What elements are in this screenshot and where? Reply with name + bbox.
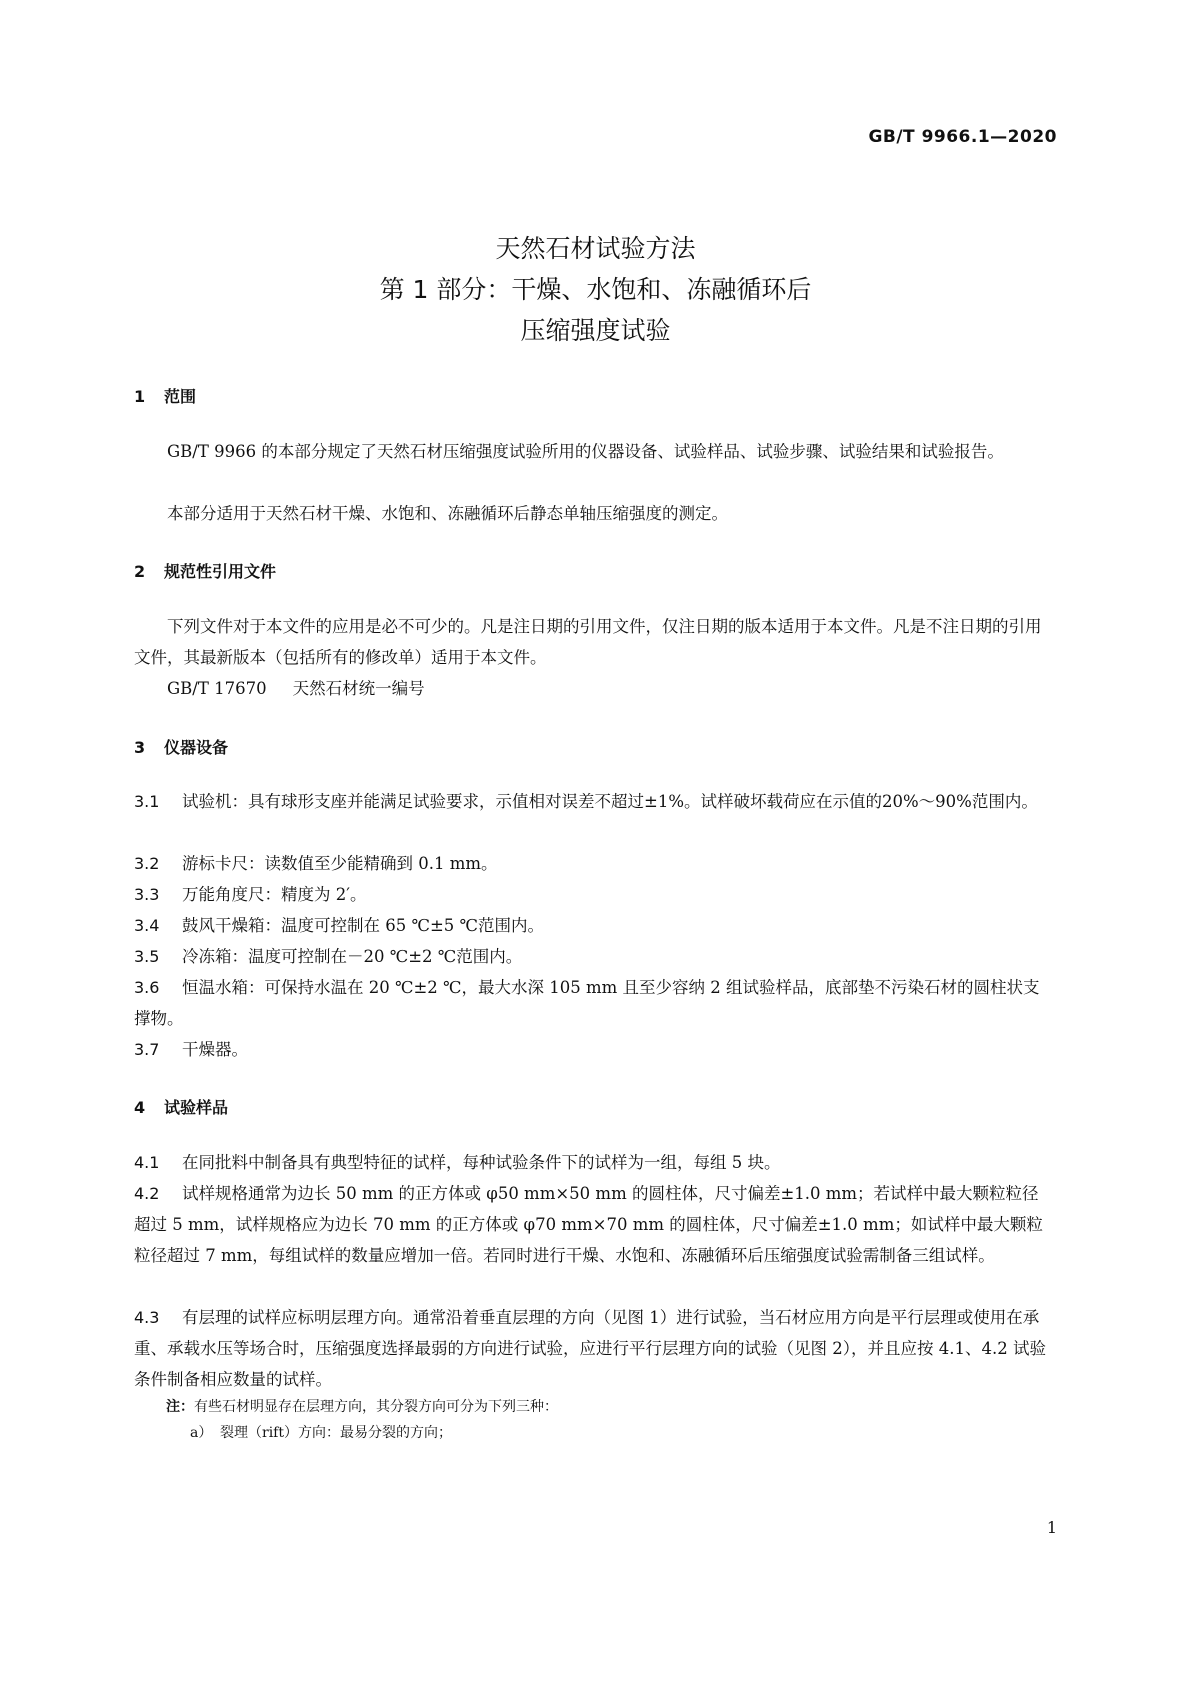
- clause-3-5: [134, 941, 1052, 972]
- section-3-heading: [134, 735, 228, 758]
- clause-number: 4.1: [134, 1153, 160, 1172]
- clause-text: 冷冻箱：温度可控制在－20 ℃±2 ℃范围内。: [182, 947, 523, 966]
- section-number: 4: [134, 1098, 146, 1117]
- title-line-2: 第 1 部分：干燥、水饱和、冻融循环后: [379, 275, 812, 304]
- note-label: 注：: [166, 1399, 194, 1415]
- clause-3-4: [134, 910, 1052, 941]
- title-line-3: 压缩强度试验: [520, 316, 671, 345]
- clause-number: 3.4: [134, 916, 160, 935]
- document-title: [0, 228, 1191, 351]
- clause-4-3: [134, 1302, 1052, 1395]
- clause-3-7: [134, 1034, 1052, 1065]
- section-1-heading: [134, 384, 196, 407]
- note: [166, 1394, 558, 1420]
- clause-text: 在同批料中制备具有典型特征的试样，每种试验条件下的试样为一组，每组 5 块。: [182, 1153, 781, 1172]
- section-title: 范围: [164, 387, 197, 406]
- section-4-heading: [134, 1095, 228, 1118]
- clause-text: 试样规格通常为边长 50 mm 的正方体或 φ50 mm×50 mm 的圆柱体，尺寸偏差±1.0 mm；若试样中最大颗粒粒径超过 5 mm，试样规格应为边长 70 mm 的正方体或 φ70 mm×70 mm 的圆柱体，尺寸偏差±1.0 mm；如试样中最大颗粒粒径超过 7 mm，每组试样的数量应增加一倍。若同时进行干燥、水饱和、冻融循环后压缩强度试验需制备三组试样。: [134, 1184, 1043, 1265]
- section-title: 试验样品: [164, 1098, 229, 1117]
- clause-3-1: [134, 786, 1052, 817]
- clause-3-2: [134, 848, 1052, 879]
- clause-text: 鼓风干燥箱：温度可控制在 65 ℃±5 ℃范围内。: [182, 916, 544, 935]
- normative-reference: [134, 673, 1052, 704]
- clause-number: 3.2: [134, 854, 160, 873]
- note-item-a: [190, 1420, 452, 1446]
- clause-text: 试验机：具有球形支座并能满足试验要求，示值相对误差不超过±1%。试样破坏载荷应在示值的20%～90%范围内。: [182, 792, 1038, 811]
- clause-number: 4.2: [134, 1184, 160, 1203]
- section-number: 1: [134, 387, 146, 406]
- clause-3-6: [134, 972, 1052, 1034]
- section-title: 仪器设备: [164, 738, 229, 757]
- reference-code: GB/T 17670: [167, 679, 267, 698]
- page-number: 1: [1046, 1518, 1057, 1537]
- clause-text: 万能角度尺：精度为 2′。: [182, 885, 367, 904]
- clause-text: 恒温水箱：可保持水温在 20 ℃±2 ℃，最大水深 105 mm 且至少容纳 2 组试验样品，底部垫不污染石材的圆柱状支撑物。: [134, 978, 1040, 1028]
- clause-number: 3.3: [134, 885, 160, 904]
- clause-number: 3.5: [134, 947, 160, 966]
- note-item-label: a）: [190, 1425, 213, 1441]
- title-line-1: 天然石材试验方法: [495, 234, 696, 263]
- clause-text: 干燥器。: [182, 1040, 248, 1059]
- note-text: 有些石材明显存在层理方向，其分裂方向可分为下列三种：: [194, 1399, 558, 1415]
- note-item-text: 裂理（rift）方向：最易分裂的方向；: [220, 1425, 452, 1441]
- section-2-heading: [134, 559, 276, 582]
- reference-title: 天然石材统一编号: [292, 679, 425, 698]
- clause-text: 有层理的试样应标明层理方向。通常沿着垂直层理的方向（见图 1）进行试验，当石材应用方向是平行层理或使用在承重、承载水压等场合时，压缩强度选择最弱的方向进行试验，应进行平行层理方向的试验（见图 2），并且应按 4.1、4.2 试验条件制备相应数量的试样。: [134, 1308, 1046, 1389]
- clause-number: 3.7: [134, 1040, 160, 1059]
- clause-4-1: [134, 1147, 1052, 1178]
- clause-number: 3.1: [134, 792, 160, 811]
- section-2-paragraph-1: 下列文件对于本文件的应用是必不可少的。凡是注日期的引用文件，仅注日期的版本适用于本文件。凡是不注日期的引用文件，其最新版本（包括所有的修改单）适用于本文件。: [134, 617, 1042, 667]
- clause-3-3: [134, 879, 1052, 910]
- section-1-paragraph-2: 本部分适用于天然石材干燥、水饱和、冻融循环后静态单轴压缩强度的测定。: [167, 504, 728, 523]
- section-title: 规范性引用文件: [164, 562, 277, 581]
- section-number: 3: [134, 738, 146, 757]
- clause-number: 3.6: [134, 978, 160, 997]
- clause-4-2: [134, 1178, 1052, 1271]
- clause-number: 4.3: [134, 1308, 160, 1327]
- clause-text: 游标卡尺：读数值至少能精确到 0.1 mm。: [182, 854, 498, 873]
- section-1-paragraph-1: GB/T 9966 的本部分规定了天然石材压缩强度试验所用的仪器设备、试验样品、试验步骤、试验结果和试验报告。: [167, 442, 1004, 461]
- standard-code: GB/T 9966.1—2020: [868, 127, 1057, 147]
- section-number: 2: [134, 562, 146, 581]
